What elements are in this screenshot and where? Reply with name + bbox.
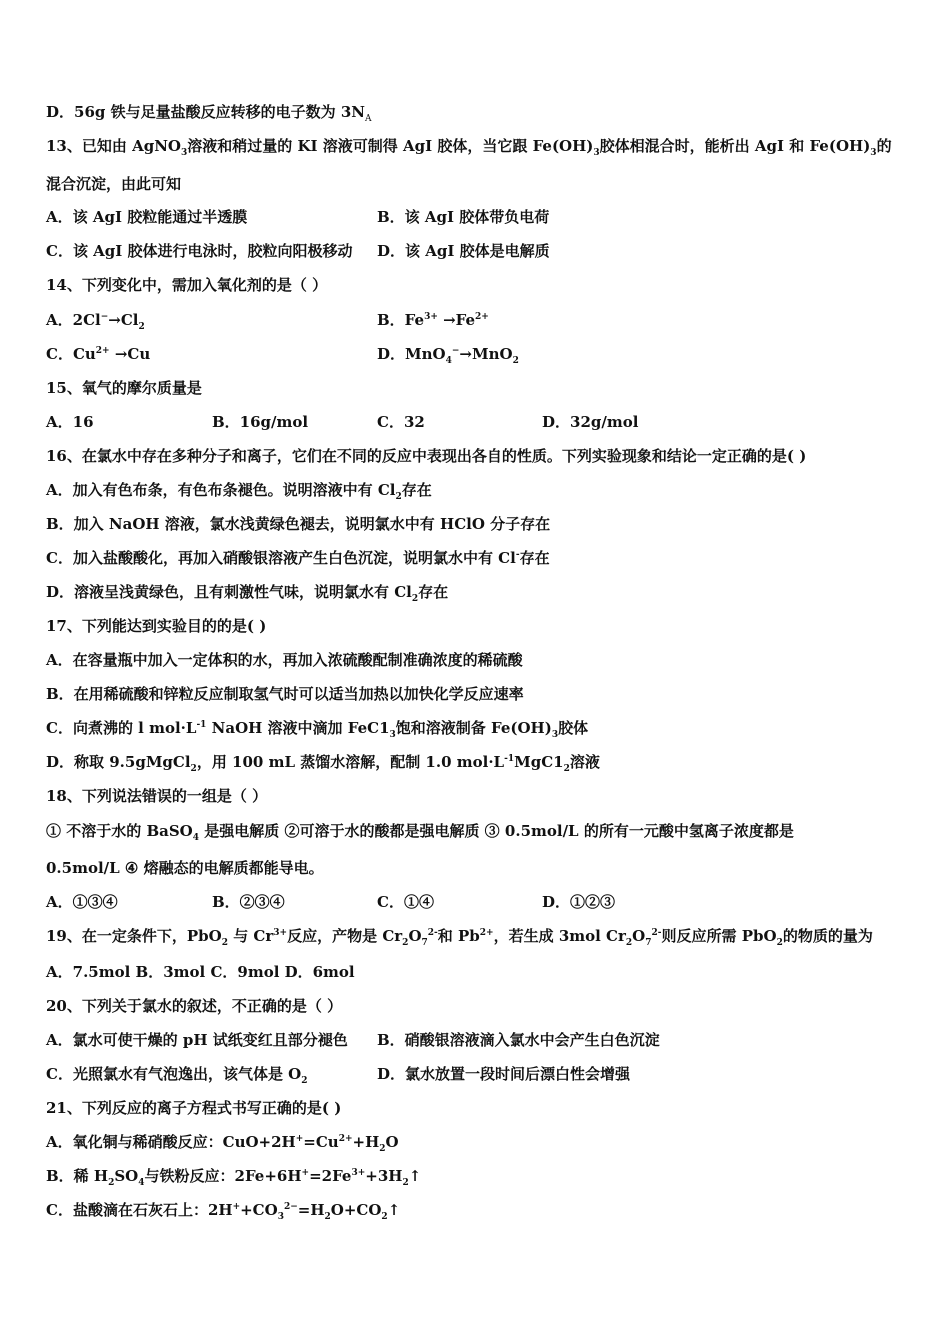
q13-option-b: B．该 AgI 胶体带负电荷 xyxy=(377,208,550,226)
q18-option-c: C．①④ xyxy=(377,893,434,911)
q13-option-c: C．该 AgI 胶体进行电泳时，胶粒向阳极移动 xyxy=(46,242,353,260)
q14-option-c: C．$Cu^{2+} \to Cu$ xyxy=(46,345,151,363)
q20-option-a: A．氯水可使干燥的 pH 试纸变红且部分褪色 xyxy=(46,1031,348,1049)
q21-option-a: A．氧化铜与稀硝酸反应：$CuO+2H^+=Cu^{2+}+H_2O$ xyxy=(46,1133,399,1154)
q19-options: A．7.5mol B．3mol C．9mol D．6mol xyxy=(46,963,355,981)
q21-option-b: B．稀 $H_2SO_4$与铁粉反应：$2Fe+6H^+=2Fe^{3+}+3H_2↑$ xyxy=(46,1167,422,1188)
q14-option-d: D．MnO$_4$−→MnO$_2$ xyxy=(377,345,519,366)
q18-option-a: A．①③④ xyxy=(46,893,118,911)
q17-option-b: B．在用稀硫酸和锌粒反应制取氢气时可以适当加热以加快化学反应速率 xyxy=(46,685,524,703)
q13-option-d: D．该 AgI 胶体是电解质 xyxy=(377,242,550,260)
q17-stem: 17、下列能达到实验目的的是( ) xyxy=(46,617,267,635)
q14-stem: 14、下列变化中，需加入氧化剂的是（ ） xyxy=(46,276,328,294)
q13-stem: 13、已知由 AgNO$_3$溶液和稍过量的 KI 溶液可制得 AgI 胶体，当它跟 $Fe(OH)_3$胶体相混合时，能析出 AgI 和 $Fe(OH)_3$的 xyxy=(46,137,892,158)
q20-stem: 20、下列关于氯水的叙述，不正确的是（ ） xyxy=(46,997,343,1015)
q16-option-a: A．加入有色布条，有色布条褪色。说明溶液中有 $Cl_2$存在 xyxy=(46,481,432,502)
q19-stem: 19、在一定条件下，PbO$_2$ 与 $Cr^{3+}$反应，产物是 $Cr_2O_7^{2-}$和 $Pb^{2+}$，若生成 3mol $Cr_2O_7^{2-}$则反应所需 PbO$_2$的物质的量为 xyxy=(46,927,873,948)
q15-option-c: C．32 xyxy=(377,413,425,431)
q18-stem: 18、下列说法错误的一组是（ ） xyxy=(46,787,268,805)
q14-option-b: B．$Fe^{3+} \to Fe^{2+}$ xyxy=(377,311,489,329)
q12-option-d: D．56g 铁与足量盐酸反应转移的电子数为 $3N_A$ xyxy=(46,103,372,124)
q15-stem: 15、氧气的摩尔质量是 xyxy=(46,379,202,397)
q17-option-c: C．向煮沸的 l $mol\cdot L^{-1}$ NaOH 溶液中滴加 $FeC1_3$饱和溶液制备 $Fe(OH)_3$胶体 xyxy=(46,719,589,740)
q15-option-a: A．16 xyxy=(46,413,94,431)
q16-option-c: C．加入盐酸酸化，再加入硝酸银溶液产生白色沉淀，说明氯水中有 Cl-存在 xyxy=(46,549,550,567)
q17-option-d: D．称取 9.5gMgCl$_2$，用 100 mL 蒸馏水溶解，配制 1.0 $mol\cdot L^{-1}MgC1_2$溶液 xyxy=(46,753,600,774)
q20-option-b: B．硝酸银溶液滴入氯水中会产生白色沉淀 xyxy=(377,1031,660,1049)
q20-option-d: D．氯水放置一段时间后漂白性会增强 xyxy=(377,1065,631,1083)
q18-option-b: B．②③④ xyxy=(212,893,285,911)
q20-option-c: C．光照氯水有气泡逸出，该气体是 $O_2$ xyxy=(46,1065,308,1086)
q17-option-a: A．在容量瓶中加入一定体积的水，再加入浓硫酸配制准确浓度的稀硫酸 xyxy=(46,651,523,669)
q16-option-b: B．加入 NaOH 溶液，氯水浅黄绿色褪去，说明氯水中有 HClO 分子存在 xyxy=(46,515,551,533)
q13-stem-continued: 混合沉淀，由此可知 xyxy=(46,175,182,193)
q18-statements-line2: 0.5mol/L ④ 熔融态的电解质都能导电。 xyxy=(46,859,324,877)
q15-option-d: D．32g/mol xyxy=(542,413,639,431)
q16-option-d: D．溶液呈浅黄绿色，且有刺激性气味，说明氯水有 $Cl_2$存在 xyxy=(46,583,449,604)
q21-option-c: C．盐酸滴在石灰石上：$2H^++CO_3^{2-}=H_2O+CO_2↑$ xyxy=(46,1201,401,1222)
q16-stem: 16、在氯水中存在多种分子和离子，它们在不同的反应中表现出各自的性质。下列实验现象和结论一定正确的是( ) xyxy=(46,447,807,465)
q18-statements-line1: ① 不溶于水的 BaSO$_4$ 是强电解质 ②可溶于水的酸都是强电解质 ③ 0.5mol/L 的所有一元酸中氢离子浓度都是 xyxy=(46,822,794,843)
q14-option-a: A．$2Cl^-\to Cl_2$ xyxy=(46,311,145,332)
q21-stem: 21、下列反应的离子方程式书写正确的是( ) xyxy=(46,1099,342,1117)
q13-option-a: A．该 AgI 胶粒能通过半透膜 xyxy=(46,208,248,226)
q18-option-d: D．①②③ xyxy=(542,893,616,911)
q15-option-b: B．16g/mol xyxy=(212,413,309,431)
